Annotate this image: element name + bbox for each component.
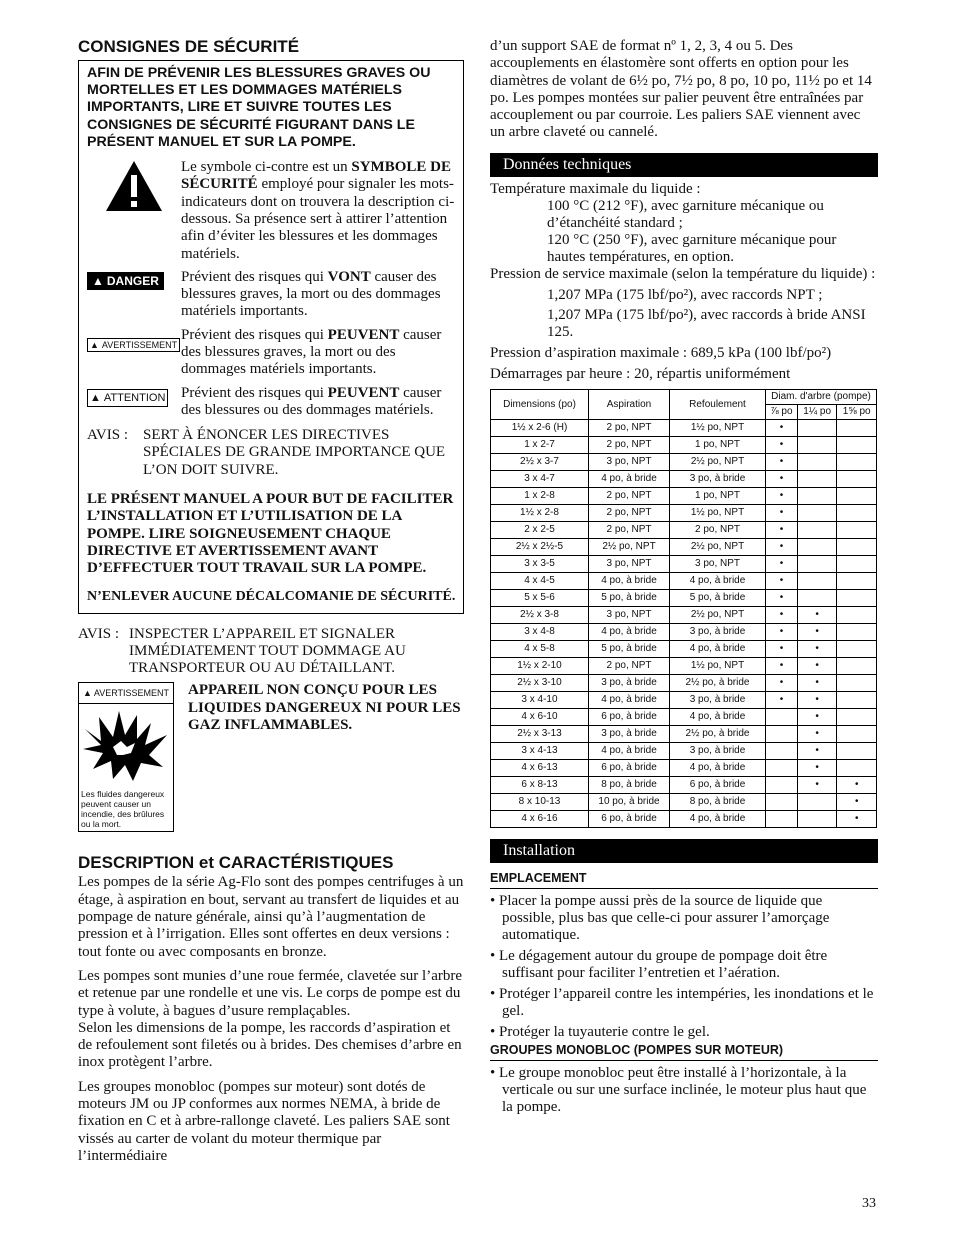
caution-text: Prévient des risques qui PEUVENT causer des blessures ou des dommages matériels. xyxy=(181,384,442,418)
cell-shaft-3 xyxy=(837,640,877,657)
cell-refoulement: 2½ po, NPT xyxy=(670,538,766,555)
cell-shaft-3 xyxy=(837,742,877,759)
cell-refoulement: 2 po, NPT xyxy=(670,521,766,538)
cell-aspiration: 2 po, NPT xyxy=(589,436,670,453)
cell-aspiration: 5 po, à bride xyxy=(589,589,670,606)
cell-shaft-3 xyxy=(837,589,877,606)
table-row xyxy=(491,657,877,674)
cell-dimensions: 2½ x 3-8 xyxy=(491,606,589,623)
cell-shaft-1: • xyxy=(766,589,798,606)
caution-row xyxy=(87,385,457,420)
inspect-text: INSPECTER L’APPAREIL ET SIGNALER IMMÉDIATEMENT TOUT DOMMAGE AU TRANSPORTEUR OU AU DÉTAILLANT. xyxy=(129,625,406,677)
cell-refoulement: 3 po, à bride xyxy=(670,691,766,708)
cell-dimensions: 4 x 6-13 xyxy=(491,759,589,776)
cell-dimensions: 3 x 4-10 xyxy=(491,691,589,708)
cell-aspiration: 3 po, NPT xyxy=(589,555,670,572)
col-header-aspiration: Aspiration xyxy=(589,389,670,419)
cell-shaft-1: • xyxy=(766,606,798,623)
caution-badge: ▲ ATTENTION xyxy=(87,389,168,407)
cell-shaft-1: • xyxy=(766,640,798,657)
table-row xyxy=(491,470,877,487)
cell-shaft-1: • xyxy=(766,572,798,589)
avis-text: SERT À ÉNONCER LES DIRECTIVES SPÉCIALES DE GRANDE IMPORTANCE QUE L’ON DOIT SUIVRE. xyxy=(143,427,446,478)
cell-aspiration: 6 po, à bride xyxy=(589,810,670,827)
table-row xyxy=(491,708,877,725)
cell-refoulement: 4 po, à bride xyxy=(670,810,766,827)
cell-shaft-3 xyxy=(837,470,877,487)
cell-shaft-3 xyxy=(837,419,877,436)
location-list xyxy=(490,893,878,1041)
cell-shaft-3 xyxy=(837,538,877,555)
cell-refoulement: 8 po, à bride xyxy=(670,793,766,810)
cell-aspiration: 4 po, à bride xyxy=(589,623,670,640)
cell-shaft-1 xyxy=(766,725,798,742)
tech-line-3: 120 °C (250 °F), avec garniture mécanique pour hautes températures, en option. xyxy=(547,231,837,265)
tech-line-8: Démarrages par heure : 20, répartis uniformément xyxy=(490,365,791,382)
cell-dimensions: 3 x 4-7 xyxy=(491,470,589,487)
cell-dimensions: 3 x 4-13 xyxy=(491,742,589,759)
flammable-caption: Les fluides dangereux peuvent causer un incendie, des brûlures ou la mort. xyxy=(81,789,165,830)
warning-text: Prévient des risques qui PEUVENT causer des blessures graves, la mort ou des dommages matériels importants. xyxy=(181,326,442,378)
cell-shaft-3 xyxy=(837,759,877,776)
table-row xyxy=(491,436,877,453)
cell-aspiration: 2 po, NPT xyxy=(589,521,670,538)
warning-triangle-icon: ▲ xyxy=(90,339,99,350)
cell-dimensions: 1½ x 2-8 xyxy=(491,504,589,521)
tech-line-4: Pression de service maximale (selon la température du liquide) : xyxy=(490,265,876,282)
table-row xyxy=(491,623,877,640)
install-heading: Installation xyxy=(490,839,878,863)
cell-aspiration: 4 po, à bride xyxy=(589,572,670,589)
cell-shaft-1: • xyxy=(766,436,798,453)
cell-aspiration: 3 po, NPT xyxy=(589,606,670,623)
cell-shaft-1: • xyxy=(766,691,798,708)
cell-shaft-2 xyxy=(797,453,837,470)
cell-dimensions: 4 x 5-8 xyxy=(491,640,589,657)
flammable-warning-header: ▲ AVERTISSEMENT xyxy=(79,683,173,704)
col-header-shaft-diameter: Diam. d'arbre (pompe) xyxy=(766,389,877,404)
cell-refoulement: 1½ po, NPT xyxy=(670,504,766,521)
table-row xyxy=(491,572,877,589)
cell-aspiration: 10 po, à bride xyxy=(589,793,670,810)
cell-aspiration: 4 po, à bride xyxy=(589,470,670,487)
table-row xyxy=(491,691,877,708)
cell-shaft-2: • xyxy=(797,691,837,708)
flammable-text: APPAREIL NON CONÇU POUR LES LIQUIDES DANGEREUX NI POUR LES GAZ INFLAMMABLES. xyxy=(188,682,461,734)
inspect-key: AVIS : xyxy=(78,625,119,642)
cell-shaft-1 xyxy=(766,708,798,725)
warning-row xyxy=(87,327,457,379)
inspect-notice xyxy=(78,626,466,678)
cell-shaft-3: • xyxy=(837,810,877,827)
cell-shaft-1: • xyxy=(766,470,798,487)
cell-dimensions: 2½ x 3-10 xyxy=(491,674,589,691)
cell-shaft-2: • xyxy=(797,640,837,657)
cell-refoulement: 3 po, NPT xyxy=(670,555,766,572)
col-header-shaft-1: ⅞ po xyxy=(766,404,798,419)
cell-aspiration: 8 po, à bride xyxy=(589,776,670,793)
cell-shaft-2: • xyxy=(797,725,837,742)
cell-shaft-1 xyxy=(766,742,798,759)
tech-line-1: Température maximale du liquide : xyxy=(490,180,701,197)
cell-shaft-3 xyxy=(837,708,877,725)
cell-shaft-3 xyxy=(837,453,877,470)
cell-shaft-2 xyxy=(797,436,837,453)
cell-shaft-1: • xyxy=(766,555,798,572)
table-row xyxy=(491,453,877,470)
cell-shaft-2: • xyxy=(797,708,837,725)
cell-shaft-1: • xyxy=(766,538,798,555)
safety-lead: AFIN DE PRÉVENIR LES BLESSURES GRAVES OU MORTELLES ET LES DOMMAGES MATÉRIELS IMPORTANTS, LIRE ET SUIVRE TOUTES LES CONSIGNES DE SÉCURITÉ FIGURANT DANS LE PRÉSENT MANUEL ET SUR LA POMPE. xyxy=(87,65,431,150)
table-row xyxy=(491,555,877,572)
col-header-shaft-3: 1⅝ po xyxy=(837,404,877,419)
cell-refoulement: 3 po, à bride xyxy=(670,470,766,487)
list-item: • Protéger la tuyauterie contre le gel. xyxy=(490,1023,710,1040)
cell-dimensions: 2 x 2-5 xyxy=(491,521,589,538)
avis-key: AVIS : xyxy=(87,427,128,444)
cell-shaft-3 xyxy=(837,487,877,504)
cell-aspiration: 2 po, NPT xyxy=(589,504,670,521)
cell-shaft-3 xyxy=(837,691,877,708)
cell-refoulement: 2½ po, à bride xyxy=(670,674,766,691)
cell-dimensions: 3 x 3-5 xyxy=(491,555,589,572)
warning-triangle-icon: ▲ xyxy=(92,273,104,288)
flammable-warning xyxy=(78,682,466,832)
cell-refoulement: 4 po, à bride xyxy=(670,708,766,725)
cell-shaft-1: • xyxy=(766,623,798,640)
cell-shaft-1 xyxy=(766,793,798,810)
cell-aspiration: 2 po, NPT xyxy=(589,419,670,436)
cell-aspiration: 3 po, NPT xyxy=(589,453,670,470)
cell-shaft-2: • xyxy=(797,623,837,640)
cell-aspiration: 2 po, NPT xyxy=(589,657,670,674)
cell-shaft-3 xyxy=(837,521,877,538)
cell-shaft-3 xyxy=(837,674,877,691)
cell-aspiration: 2½ po, NPT xyxy=(589,538,670,555)
cell-shaft-2 xyxy=(797,504,837,521)
manual-text: LE PRÉSENT MANUEL A POUR BUT DE FACILITER L’INSTALLATION ET L’UTILISATION DE LA POMPE. LIRE SOIGNEUSEMENT CHAQUE DIRECTIVE ET AVERTISSEMENT AVANT D’EFFECTUER TOUT TRAVAIL SUR LA POMPE. xyxy=(87,491,454,577)
list-item: • Placer la pompe aussi près de la source de liquide que possible, plus bas que celle-ci pour assurer l’amorçage automatique. xyxy=(490,892,830,943)
warning-triangle-icon: ▲ xyxy=(90,391,101,404)
description-continued xyxy=(490,38,878,142)
cell-shaft-2 xyxy=(797,487,837,504)
cell-refoulement: 4 po, à bride xyxy=(670,572,766,589)
cell-shaft-3 xyxy=(837,606,877,623)
cell-shaft-3: • xyxy=(837,793,877,810)
tech-heading: Données techniques xyxy=(490,153,878,177)
cell-shaft-2 xyxy=(797,419,837,436)
cell-dimensions: 1 x 2-7 xyxy=(491,436,589,453)
cell-dimensions: 4 x 6-10 xyxy=(491,708,589,725)
cell-shaft-2: • xyxy=(797,657,837,674)
col-header-dimensions: Dimensions (po) xyxy=(491,389,589,419)
cell-dimensions: 4 x 4-5 xyxy=(491,572,589,589)
cell-refoulement: 1½ po, NPT xyxy=(670,657,766,674)
safety-heading: CONSIGNES DE SÉCURITÉ xyxy=(78,37,300,56)
cell-dimensions: 1½ x 2-10 xyxy=(491,657,589,674)
table-row xyxy=(491,742,877,759)
cell-shaft-2 xyxy=(797,572,837,589)
cell-aspiration: 6 po, à bride xyxy=(589,759,670,776)
cell-refoulement: 4 po, à bride xyxy=(670,640,766,657)
table-row xyxy=(491,521,877,538)
cell-aspiration: 2 po, NPT xyxy=(589,487,670,504)
table-row xyxy=(491,725,877,742)
table-row xyxy=(491,776,877,793)
cell-shaft-1: • xyxy=(766,657,798,674)
description-heading: DESCRIPTION et CARACTÉRISTIQUES xyxy=(78,853,394,873)
description-body xyxy=(78,874,466,1165)
table-body xyxy=(491,419,877,827)
cell-shaft-2: • xyxy=(797,776,837,793)
cell-shaft-1: • xyxy=(766,674,798,691)
table-row xyxy=(491,538,877,555)
cell-shaft-2: • xyxy=(797,759,837,776)
cell-aspiration: 3 po, à bride xyxy=(589,725,670,742)
pump-dimensions-table xyxy=(490,389,877,828)
flammable-warning-figure xyxy=(78,682,174,832)
explosion-icon xyxy=(79,705,173,785)
table-row xyxy=(491,606,877,623)
cell-dimensions: 1½ x 2-6 (H) xyxy=(491,419,589,436)
cell-aspiration: 4 po, à bride xyxy=(589,691,670,708)
cell-shaft-2 xyxy=(797,470,837,487)
description-p3: Selon les dimensions de la pompe, les raccords d’aspiration et de refoulement sont filetés ou à brides. Des chemises d’arbre en inox protègent l’arbre. xyxy=(78,1019,462,1071)
description-p2: Les pompes sont munies d’une roue fermée, clavetée sur l’arbre et retenue par une rondelle et une vis. Le corps de pompe est du type à volute, à bagues d’usure remplaçables. xyxy=(78,967,463,1019)
cell-refoulement: 1 po, NPT xyxy=(670,487,766,504)
monobloc-subheading: GROUPES MONOBLOC (POMPES SUR MOTEUR) xyxy=(490,1043,878,1061)
cell-shaft-2 xyxy=(797,521,837,538)
danger-badge: ▲ DANGER xyxy=(87,272,164,290)
cell-dimensions: 4 x 6-16 xyxy=(491,810,589,827)
cell-shaft-3 xyxy=(837,657,877,674)
tech-line-6: 1,207 MPa (175 lbf/po²), avec raccords à bride ANSI 125. xyxy=(547,306,866,340)
col-header-shaft-2: 1¼ po xyxy=(797,404,837,419)
location-subheading: EMPLACEMENT xyxy=(490,871,878,889)
cell-shaft-1 xyxy=(766,759,798,776)
cell-shaft-2: • xyxy=(797,606,837,623)
safety-symbol-row xyxy=(87,159,457,263)
warning-badge: ▲ AVERTISSEMENT xyxy=(87,338,180,352)
cell-shaft-2 xyxy=(797,538,837,555)
cell-shaft-3: • xyxy=(837,776,877,793)
cell-shaft-2 xyxy=(797,555,837,572)
cell-shaft-3 xyxy=(837,555,877,572)
cell-dimensions: 1 x 2-8 xyxy=(491,487,589,504)
cell-refoulement: 5 po, à bride xyxy=(670,589,766,606)
tech-line-7: Pression d’aspiration maximale : 689,5 kPa (100 lbf/po²) xyxy=(490,344,832,361)
cell-shaft-1 xyxy=(766,776,798,793)
cell-shaft-1: • xyxy=(766,419,798,436)
table-row xyxy=(491,504,877,521)
cell-refoulement: 2½ po, à bride xyxy=(670,725,766,742)
cell-shaft-3 xyxy=(837,504,877,521)
cell-dimensions: 3 x 4-8 xyxy=(491,623,589,640)
safety-symbol-text: Le symbole ci-contre est un SYMBOLE DE SÉCURITÉ employé pour signaler les mots-indicateurs dont on trouvera la description ci-dessous. Sa présence sert à attirer l’attention afin d’éviter les blessures et les dommages matériels. xyxy=(181,159,455,262)
cell-shaft-3 xyxy=(837,436,877,453)
cell-dimensions: 8 x 10-13 xyxy=(491,793,589,810)
safety-symbol-icon xyxy=(87,159,181,263)
right-column xyxy=(490,38,878,1116)
cell-shaft-1: • xyxy=(766,504,798,521)
table-row xyxy=(491,419,877,436)
table-row xyxy=(491,793,877,810)
cell-shaft-1: • xyxy=(766,487,798,504)
cell-dimensions: 5 x 5-6 xyxy=(491,589,589,606)
cell-shaft-2 xyxy=(797,793,837,810)
table-row xyxy=(491,589,877,606)
page-number: 33 xyxy=(862,1196,876,1211)
cell-shaft-1: • xyxy=(766,521,798,538)
cell-shaft-1: • xyxy=(766,453,798,470)
list-item: • Le groupe monobloc peut être installé à l’horizontale, à la verticale ou sur une surface inclinée, le moteur plus haut que la pompe. xyxy=(490,1064,867,1115)
cell-shaft-2 xyxy=(797,810,837,827)
warning-triangle-icon: ▲ xyxy=(82,688,92,699)
tech-specs xyxy=(490,181,878,383)
avis-row xyxy=(87,427,457,479)
list-item: • Protéger l’appareil contre les intempéries, les inondations et le gel. xyxy=(490,985,874,1019)
danger-text: Prévient des risques qui VONT causer des blessures graves, la mort ou des dommages matériels importants. xyxy=(181,268,441,320)
description-p4: Les groupes monobloc (pompes sur moteur) sont dotés de moteurs JM ou JP conformes aux normes NEMA, à bride de fixation en C et à arbre-rallonge claveté. Les paliers SAE sont vissés au carter de volant du moteur thermique par l’intermédiaire xyxy=(78,1078,450,1164)
list-item: • Le dégagement autour du groupe de pompage doit être suffisant pour faciliter l’entretien et l’aération. xyxy=(490,947,828,981)
cell-shaft-3 xyxy=(837,725,877,742)
table-row xyxy=(491,810,877,827)
cell-aspiration: 5 po, à bride xyxy=(589,640,670,657)
cell-dimensions: 2½ x 2½-5 xyxy=(491,538,589,555)
cell-dimensions: 2½ x 3-13 xyxy=(491,725,589,742)
cell-refoulement: 3 po, à bride xyxy=(670,623,766,640)
table-row xyxy=(491,674,877,691)
cell-shaft-3 xyxy=(837,623,877,640)
cell-shaft-3 xyxy=(837,572,877,589)
monobloc-list xyxy=(490,1065,878,1116)
table-row xyxy=(491,759,877,776)
table-row xyxy=(491,640,877,657)
cell-shaft-2: • xyxy=(797,674,837,691)
left-column xyxy=(78,36,466,1172)
cell-refoulement: 1½ po, NPT xyxy=(670,419,766,436)
cell-shaft-1 xyxy=(766,810,798,827)
description-p5: d’un support SAE de format nº 1, 2, 3, 4 ou 5. Des accouplements en élastomère sont offerts en option pour les diamètres de volant de 6½ po, 7½ po, 8 po, 10 po, 11½ po et 14 po. Les pompes montées sur palier peuvent être entraînées par accouplement ou par courroie. Les paliers SAE viennent avec un arbre claveté ou cannelé. xyxy=(490,38,872,141)
cell-shaft-2: • xyxy=(797,742,837,759)
safety-box xyxy=(78,60,464,614)
decal-text: N’ENLEVER AUCUNE DÉCALCOMANIE DE SÉCURITÉ. xyxy=(87,588,456,604)
danger-row xyxy=(87,269,457,321)
cell-refoulement: 6 po, à bride xyxy=(670,776,766,793)
cell-aspiration: 6 po, à bride xyxy=(589,708,670,725)
cell-refoulement: 4 po, à bride xyxy=(670,759,766,776)
description-p1: Les pompes de la série Ag-Flo sont des pompes centrifuges à un étage, à aspiration en bout, servant au transfert de liquides et au pompage de nature générale, ainsi qu’à l’augmentation de pression et à l’irrigation. Elles sont offertes en deux versions : tout fonte ou avec composants en bronze. xyxy=(78,874,464,960)
cell-dimensions: 2½ x 3-7 xyxy=(491,453,589,470)
cell-refoulement: 2½ po, NPT xyxy=(670,453,766,470)
cell-refoulement: 3 po, à bride xyxy=(670,742,766,759)
cell-aspiration: 4 po, à bride xyxy=(589,742,670,759)
tech-line-2: 100 °C (212 °F), avec garniture mécanique ou d’étanchéité standard ; xyxy=(547,197,824,231)
tech-line-5: 1,207 MPa (175 lbf/po²), avec raccords NPT ; xyxy=(547,286,823,303)
cell-refoulement: 2½ po, NPT xyxy=(670,606,766,623)
cell-shaft-2 xyxy=(797,589,837,606)
table-row xyxy=(491,487,877,504)
cell-refoulement: 1 po, NPT xyxy=(670,436,766,453)
col-header-refoulement: Refoulement xyxy=(670,389,766,419)
cell-aspiration: 3 po, à bride xyxy=(589,674,670,691)
cell-dimensions: 6 x 8-13 xyxy=(491,776,589,793)
